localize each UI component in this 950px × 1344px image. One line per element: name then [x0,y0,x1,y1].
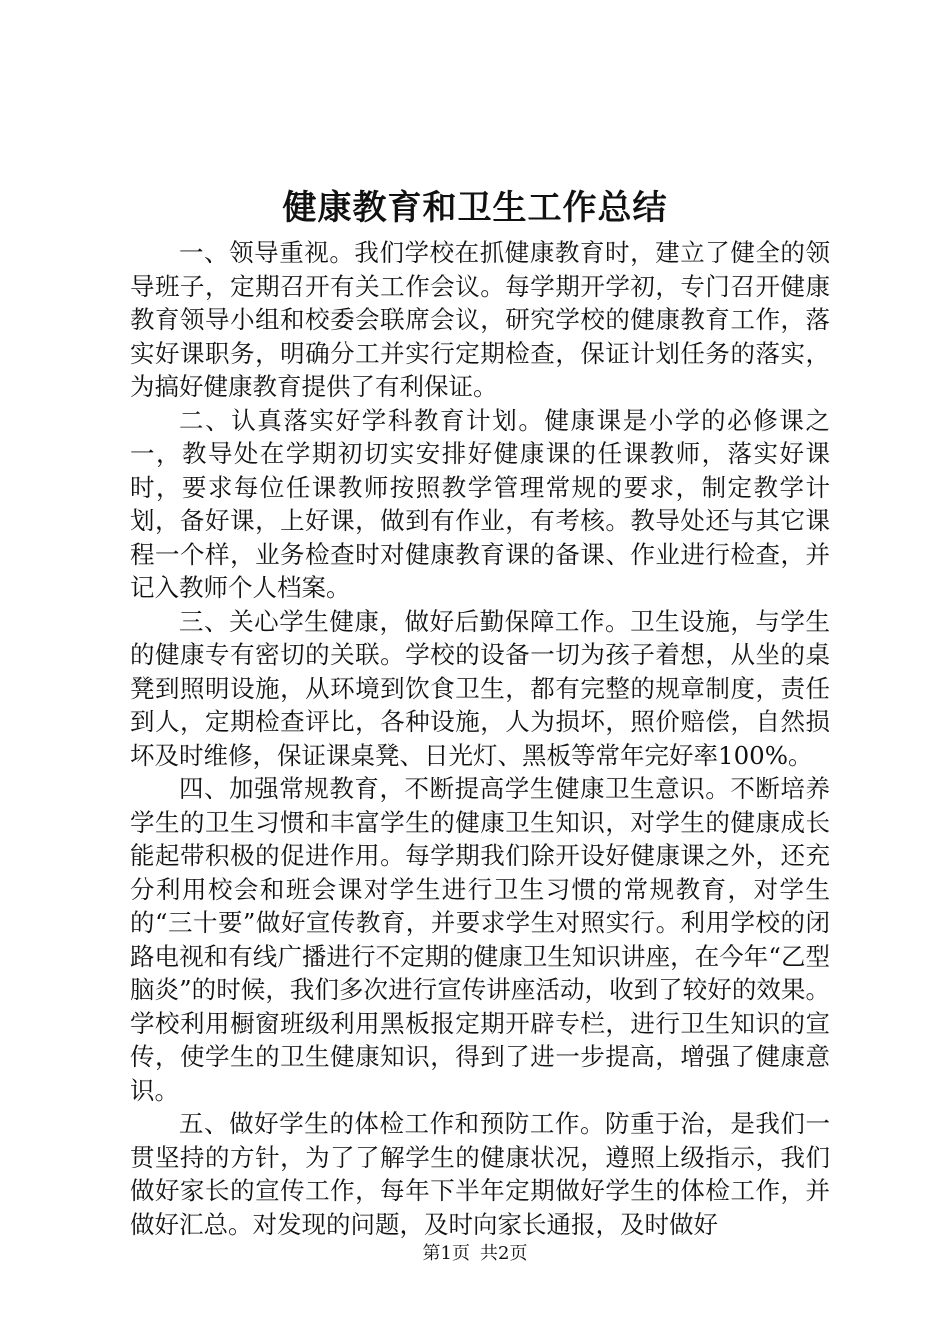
paragraph-3: 三、关心学生健康，做好后勤保障工作。卫生设施，与学生的健康专有密切的关联。学校的设备一切为孩子着想，从坐的桌凳到照明设施，从环境到饮食卫生，都有完整的规章制度，责任到人，定期检查评比，各种设施，人为损坏，照价赔偿，自然损坏及时维修，保证课桌凳、日光灯、黑板等常年完好率100%。 [130,606,830,770]
document-body [130,236,830,1241]
document-title: 健康教育和卫生工作总结 [282,188,668,228]
paragraph-4: 四、加强常规教育，不断提高学生健康卫生意识。不断培养学生的卫生习惯和丰富学生的健康卫生知识，对学生的健康成长能起带积极的促进作用。每学期我们除开设好健康课之外，还充分利用校会和班会课对学生进行卫生习惯的常规教育，对学生的“三十要”做好宣传教育，并要求学生对照实行。利用学校的闭路电视和有线广播进行不定期的健康卫生知识讲座，在今年“乙型脑炎”的时候，我们多次进行宣传讲座活动，收到了较好的效果。学校利用橱窗班级利用黑板报定期开辟专栏，进行卫生知识的宣传，使学生的卫生健康知识，得到了进一步提高，增强了健康意识。 [130,774,830,1105]
page-number-current: 第1页 [422,1243,470,1264]
paragraph-1: 一、领导重视。我们学校在抓健康教育时，建立了健全的领导班子，定期召开有关工作会议。每学期开学初，专门召开健康教育领导小组和校委会联席会议，研究学校的健康教育工作，落实好课职务，明确分工并实行定期检查，保证计划任务的落实，为搞好健康教育提供了有利保证。 [130,238,830,401]
paragraph-5: 五、做好学生的体检工作和预防工作。防重于治，是我们一贯坚持的方针，为了了解学生的健康状况，遵照上级指示，我们做好家长的宣传工作，每年下半年定期做好学生的体检工作，并做好汇总。对发现的问题，及时向家长通报，及时做好 [130,1109,830,1239]
page-number-total: 共2页 [480,1243,528,1264]
page-footer [0,1242,950,1266]
paragraph-2: 二、认真落实好学科教育计划。健康课是小学的必修课之一，教导处在学期初切实安排好健康课的任课教师，落实好课时，要求每位任课教师按照教学管理常规的要求，制定教学计划，备好课，上好课，做到有作业，有考核。教导处还与其它课程一个样，业务检查时对健康教育课的备课、作业进行检查，并记入教师个人档案。 [130,405,830,602]
